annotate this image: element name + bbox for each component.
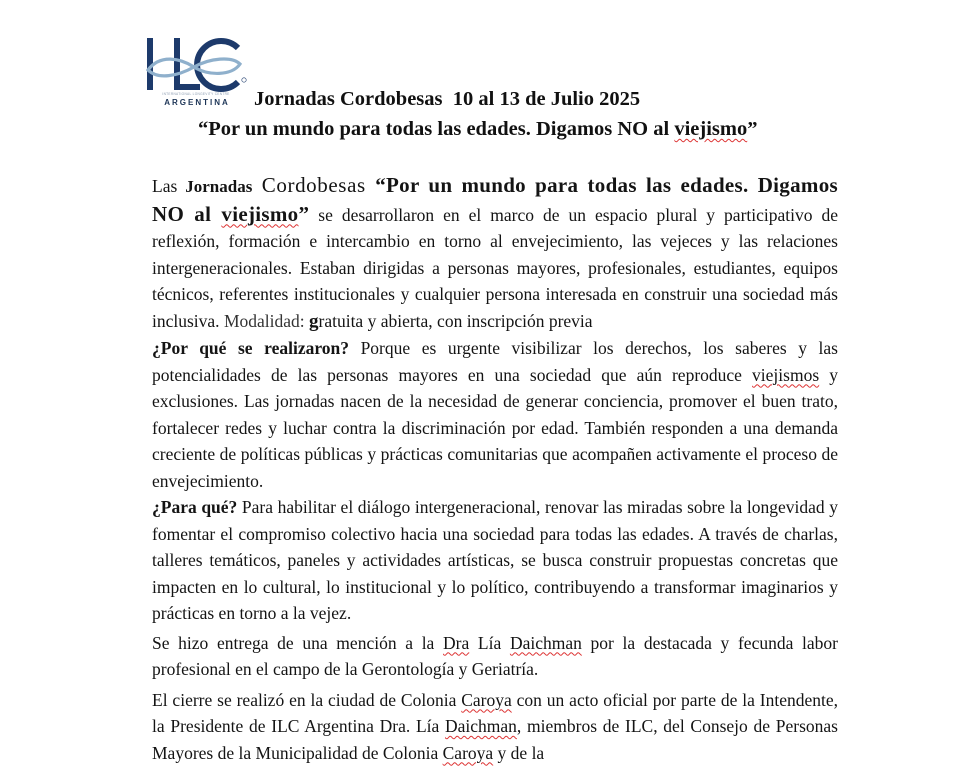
why-paragraph xyxy=(152,335,838,494)
intro-cordobesas: Cordobesas xyxy=(252,173,376,197)
subtitle-close-quote: ” xyxy=(747,118,758,140)
award-text-b: Lía xyxy=(469,632,510,653)
logo-country: ARGENTINA xyxy=(164,98,230,107)
document-subtitle xyxy=(198,118,757,141)
subtitle-text: “Por un mundo para todas las edades. Digamos NO al xyxy=(198,118,675,140)
closing-text-d: y de la xyxy=(493,742,545,763)
document-body xyxy=(152,172,838,766)
award-text-a: Se hizo entrega de una mención a la xyxy=(152,632,444,653)
intro-jornadas: Jornadas xyxy=(185,177,253,196)
what-for-text: Para habilitar el diálogo intergeneracional, renovar las miradas sobre la longevidad y fomentar el compromiso colectivo hacia una sociedad para todas las edades. A través de charlas, talleres temáticos, paneles y actividades artísticas, se busca construir propuestas concretas que impacten en lo cultural, lo institucional y lo político, contribuyendo a transformar imaginarios y prácticas en torno a la vejez. xyxy=(152,497,838,623)
award-text-c: por la destacada y fecunda labor profesional en el campo de la Gerontología y Geriatría. xyxy=(152,632,838,679)
award-paragraph xyxy=(152,630,838,683)
spellcheck-flagged-word[interactable]: Daichman xyxy=(445,716,517,736)
what-for-heading: ¿Para qué? xyxy=(152,497,238,517)
logo-subtitle: INTERNATIONAL LONGEVITY CENTRE xyxy=(162,92,230,96)
why-heading: ¿Por qué se realizaron? xyxy=(152,338,350,358)
closing-text-c: , miembros de ILC, del Consejo de Personas Mayores de la Municipalidad de Colonia xyxy=(152,716,838,763)
closing-text-b: con un acto oficial por parte de la Intendente, la Presidente de ILC Argentina Dra. Lía xyxy=(152,689,838,736)
spellcheck-flagged-word[interactable]: viejismos xyxy=(752,364,820,385)
spellcheck-flagged-word[interactable]: viejismo xyxy=(674,118,748,140)
closing-text-a: El cierre se realizó en la ciudad de Colonia xyxy=(152,689,462,710)
spellcheck-flagged-word[interactable]: Daichman xyxy=(509,632,582,653)
why-text-a: Porque es urgente visibilizar los derechos, los saberes y las potencialidades de las personas mayores en una sociedad que aún reproduce xyxy=(152,338,838,385)
document-title: Jornadas Cordobesas 10 al 13 de Julio 2025 xyxy=(254,88,641,110)
modalidad-first-letter: g xyxy=(309,310,319,332)
spellcheck-flagged-word[interactable]: Caroya xyxy=(461,689,512,710)
intro-paragraph xyxy=(152,172,838,335)
ilc-logo-mark-icon xyxy=(146,34,248,94)
spellcheck-flagged-word[interactable]: Caroya xyxy=(442,742,494,763)
intro-quote-text: “Por un mundo para todas las edades. Digamos NO al xyxy=(152,173,838,226)
intro-text: se desarrollaron en el marco de un espacio plural y participativo de reflexión, formación e intercambio en torno al envejecimiento, las vejeces y las relaciones intergeneracionales. Estaban dirigidas a personas mayores, profesionales, estudiantes, equipos técnicos, referentes institucionales y cualquier persona interesada en construir una sociedad más inclusiva. xyxy=(152,204,838,331)
intro-quote-close: ” xyxy=(298,201,310,226)
ilc-argentina-logo xyxy=(146,34,248,110)
modalidad-text: ratuita y abierta, con inscripción previa xyxy=(318,310,593,331)
intro-las: Las xyxy=(152,176,186,196)
what-for-paragraph xyxy=(152,494,838,627)
modalidad-label: Modalidad: xyxy=(223,310,309,331)
spellcheck-flagged-word[interactable]: Dra xyxy=(443,632,470,653)
why-text-b: y exclusiones. Las jornadas nacen de la necesidad de generar conciencia, promover el buen trato, fortalecer redes y luchar contra la discriminación por edad. También responden a una demanda creciente de políticas públicas y prácticas comunitarias que acompañen activamente el proceso de envejecimiento. xyxy=(152,364,839,491)
spellcheck-flagged-word[interactable]: viejismo xyxy=(221,201,299,226)
closing-paragraph xyxy=(152,687,838,767)
